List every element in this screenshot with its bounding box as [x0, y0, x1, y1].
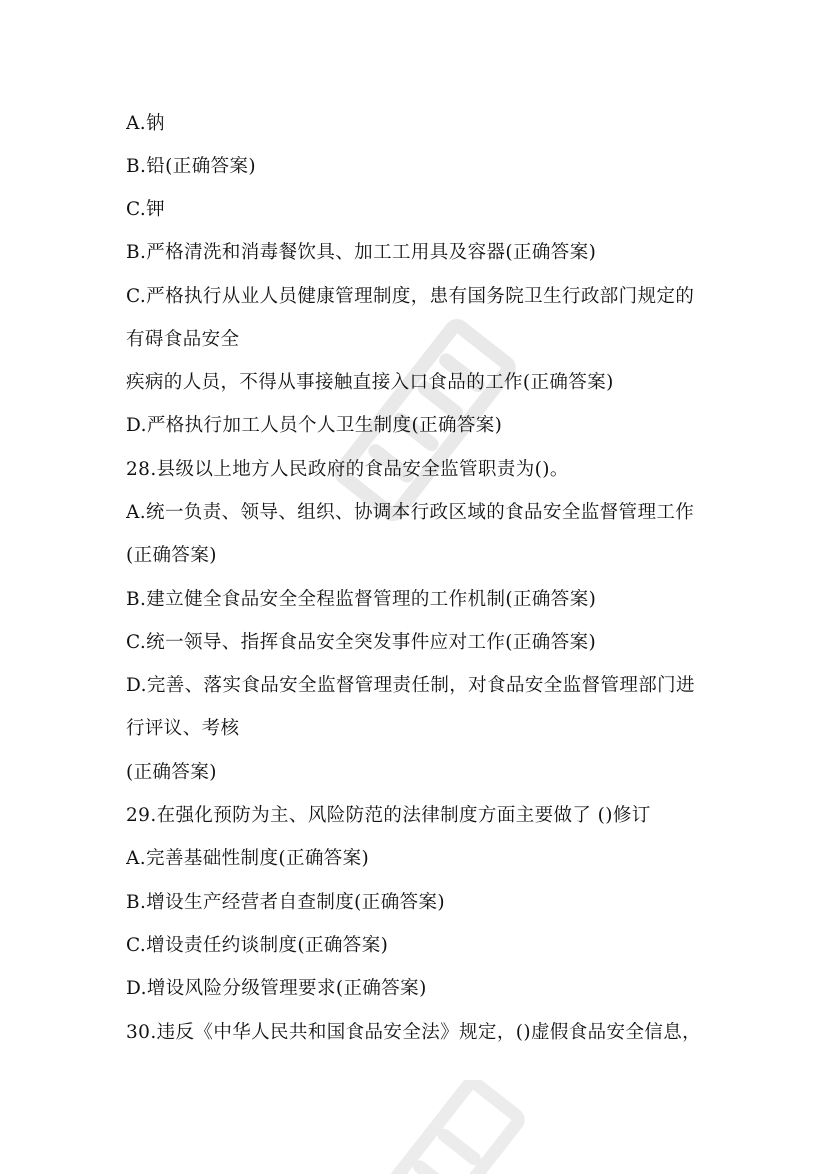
text-line-q29-option-a: A.完善基础性制度(正确答案) [126, 848, 370, 869]
text-line-q28-option-d: D.完善、落实食品安全监督管理责任制，对食品安全监督管理部门进 [126, 675, 695, 696]
text-line-q28-option-a: A.统一负责、领导、组织、协调本行政区域的食品安全监督管理工作 [126, 502, 695, 523]
text-line-option-d-personal-hygiene: D.严格执行加工人员个人卫生制度(正确答案) [126, 415, 503, 436]
text-line-option-b-lead: B.铅(正确答案) [126, 156, 257, 177]
text-line-q29-option-b: B.增设生产经营者自查制度(正确答案) [126, 892, 446, 913]
text-line-option-c-continued-1: 有碍食品安全 [126, 329, 240, 350]
text-line-option-b-clean-disinfect: B.严格清洗和消毒餐饮具、加工工用具及容器(正确答案) [126, 242, 597, 263]
text-line-option-c-health-management: C.严格执行从业人员健康管理制度，患有国务院卫生行政部门规定的 [126, 286, 695, 307]
text-line-option-c-potassium: C.钾 [126, 199, 166, 220]
text-line-q28-option-d-continued-1: 行评议、考核 [126, 718, 240, 739]
question-29-title: 29.在强化预防为主、风险防范的法律制度方面主要做了 ()修订 [126, 805, 651, 826]
watermark-stamp-lower [330, 1080, 550, 1174]
text-line-q29-option-d: D.增设风险分级管理要求(正确答案) [126, 978, 427, 999]
text-line-q28-option-a-continued: (正确答案) [126, 545, 217, 566]
text-line-option-a-sodium: A.钠 [126, 113, 165, 134]
text-line-q28-option-d-continued-2: (正确答案) [126, 762, 217, 783]
text-line-q29-option-c: C.增设责任约谈制度(正确答案) [126, 935, 389, 956]
text-line-option-c-continued-2: 疾病的人员，不得从事接触直接入口食品的工作(正确答案) [126, 372, 614, 393]
text-line-q28-option-b: B.建立健全食品安全全程监督管理的工作机制(正确答案) [126, 589, 597, 610]
question-30-title: 30.违反《中华人民共和国食品安全法》规定，()虚假食品安全信息， [126, 1022, 702, 1043]
question-28-title: 28.县级以上地方人民政府的食品安全监管职责为()。 [126, 459, 569, 480]
text-line-q28-option-c: C.统一领导、指挥食品安全突发事件应对工作(正确答案) [126, 632, 597, 653]
